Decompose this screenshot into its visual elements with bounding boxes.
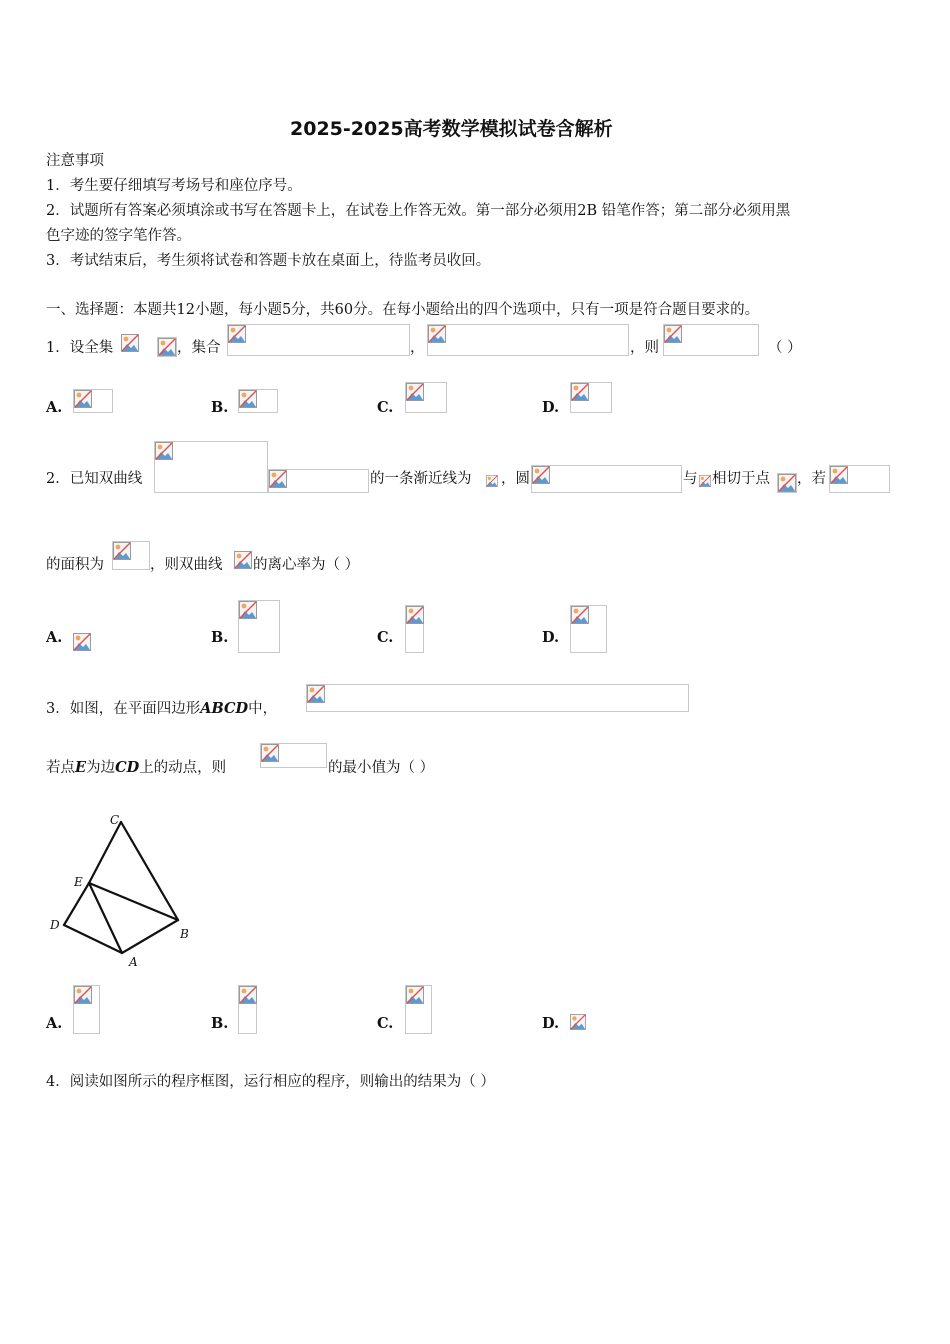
broken-image-icon (486, 472, 498, 490)
q3-option-a-label: A. (46, 1015, 63, 1032)
q1-formula-set-b (427, 324, 629, 356)
q3-option-c-label: C. (377, 1015, 394, 1032)
q3-option-c-formula[interactable] (405, 985, 432, 1034)
q3-formula-dot-product (260, 743, 327, 768)
q2-option-a-formula[interactable] (73, 633, 93, 653)
q3-quadrilateral-figure (44, 808, 204, 972)
broken-image-icon (406, 383, 424, 401)
q2-option-b-label: B. (211, 629, 229, 646)
broken-image-icon (532, 466, 550, 484)
broken-image-icon (158, 338, 176, 356)
label-d: D (50, 918, 60, 932)
q3-text-min: 的最小值为（ ） (328, 760, 435, 776)
q2-formula-l (486, 472, 500, 492)
broken-image-icon (406, 986, 424, 1004)
q2-option-b-formula[interactable] (238, 600, 280, 653)
broken-image-icon (239, 601, 257, 619)
broken-image-icon (778, 474, 796, 492)
q2-formula-triangle (829, 465, 890, 493)
q1-option-c-label: C. (377, 399, 394, 416)
notice-heading: 注意事项 (46, 153, 104, 169)
broken-image-icon (830, 466, 848, 484)
broken-image-icon (571, 383, 589, 401)
q3-abcd: ABCD (200, 700, 249, 717)
q2-formula-l2 (699, 472, 712, 492)
q1-text-comma: ， (410, 340, 425, 356)
q2-prefix: 2．已知双曲线 (46, 471, 143, 487)
q3-l2a: 若点 (46, 760, 75, 776)
q2-option-a-label: A. (46, 629, 63, 646)
section-heading: 一、选择题：本题共12小题，每小题5分，共60分。在每小题给出的四个选项中，只有一项是符合题目要求的。 (46, 302, 760, 318)
q1-option-a-formula[interactable] (73, 389, 113, 413)
broken-image-icon (307, 685, 325, 703)
q1-formula-universal-set (121, 334, 141, 354)
edge-cb (121, 822, 178, 920)
q3-l2c: 上的动点，则 (139, 760, 227, 776)
broken-image-icon (113, 542, 131, 560)
edge-ed (64, 883, 89, 925)
q1-formula-u (157, 337, 177, 357)
q3-l2b: 为边 (86, 760, 116, 776)
q2-text-asymptote: 的一条渐近线为 (370, 471, 472, 487)
q2-option-c-label: C. (377, 629, 394, 646)
q2-option-c-formula[interactable] (405, 605, 424, 653)
q1-option-a-label: A. (46, 399, 63, 416)
broken-image-icon (239, 390, 257, 408)
q2-formula-area (112, 541, 150, 570)
edge-da (64, 925, 122, 953)
q3-option-d-formula[interactable] (570, 1013, 586, 1033)
label-b: B (180, 927, 189, 941)
broken-image-icon (261, 744, 279, 762)
broken-image-icon (699, 472, 711, 490)
q1-option-b-label: B. (211, 399, 229, 416)
q1-option-d-formula[interactable] (570, 382, 612, 413)
q1-text-then: ，则 (630, 340, 659, 356)
q1-option-b-formula[interactable] (238, 389, 278, 413)
q3-cd: CD (115, 759, 140, 776)
broken-image-icon (121, 334, 139, 352)
q1-option-c-formula[interactable] (405, 382, 447, 413)
notice-item-2: 2．试题所有答案必须填涂或书写在答题卡上，在试卷上作答无效。第一部分必须用2B 铅笔作答；第二部分必须用黑 (46, 203, 791, 219)
q2-text-if: ，若 (797, 471, 826, 487)
q3-option-a-formula[interactable] (73, 985, 100, 1034)
edge-ce (89, 822, 121, 883)
q2-text-then: ，则双曲线 (150, 557, 223, 573)
broken-image-icon (406, 606, 424, 624)
q2-formula-hyperbola (154, 441, 268, 493)
q3-prefix-text: 3．如图，在平面四边形 (46, 701, 201, 717)
broken-image-icon (74, 390, 92, 408)
broken-image-icon (234, 551, 252, 569)
broken-image-icon (73, 633, 91, 651)
q1-formula-result (663, 324, 759, 356)
q3-option-b-label: B. (211, 1015, 229, 1032)
notice-item-1: 1．考生要仔细填写考场号和座位序号。 (46, 178, 302, 194)
label-a: A (129, 955, 138, 969)
notice-item-2-cont: 色字迹的签字笔作答。 (46, 228, 191, 244)
q3-option-d-label: D. (542, 1015, 560, 1032)
broken-image-icon (664, 325, 682, 343)
q2-formula-c (234, 551, 252, 571)
q3-prefix (46, 699, 277, 719)
q2-text-tangent: 相切于点 (712, 471, 770, 487)
q4-text: 4．阅读如图所示的程序框图，运行相应的程序，则输出的结果为（ ） (46, 1074, 495, 1090)
q1-option-d-label: D. (542, 399, 560, 416)
q3-line2 (46, 758, 226, 778)
label-e: E (74, 875, 83, 889)
q1-text-set: ，集合 (177, 340, 221, 356)
q2-text-eccentricity: 的离心率为（ ） (253, 557, 360, 573)
q1-prefix: 1．设全集 (46, 340, 114, 356)
q2-option-d-label: D. (542, 629, 560, 646)
segment-eb (89, 883, 178, 920)
broken-image-icon (228, 325, 246, 343)
q2-text-circle: ，圆 (501, 471, 530, 487)
broken-image-icon (571, 606, 589, 624)
broken-image-icon (570, 1013, 586, 1031)
q2-formula-point (777, 473, 797, 493)
q3-option-b-formula[interactable] (238, 985, 257, 1034)
q2-formula-circle (531, 465, 682, 493)
q3-formula-conditions (306, 684, 689, 712)
q2-text-area: 的面积为 (46, 557, 104, 573)
broken-image-icon (74, 986, 92, 1004)
broken-image-icon (239, 986, 257, 1004)
q1-formula-set-a (227, 324, 410, 356)
q2-text-with: 与 (683, 471, 698, 487)
page-title: 2025-2025高考数学模拟试卷含解析 (290, 118, 613, 140)
broken-image-icon (155, 442, 173, 460)
notice-item-3: 3．考试结束后，考生须将试卷和答题卡放在桌面上，待监考员收回。 (46, 253, 491, 269)
q3-e: E (75, 759, 87, 776)
edge-ab (122, 920, 178, 953)
label-c: C (110, 813, 120, 827)
broken-image-icon (269, 470, 287, 488)
q1-bracket: （ ） (768, 340, 802, 356)
q2-formula-condition (268, 469, 369, 493)
q2-option-d-formula[interactable] (570, 605, 607, 653)
q3-zhong: 中， (248, 701, 278, 717)
broken-image-icon (428, 325, 446, 343)
